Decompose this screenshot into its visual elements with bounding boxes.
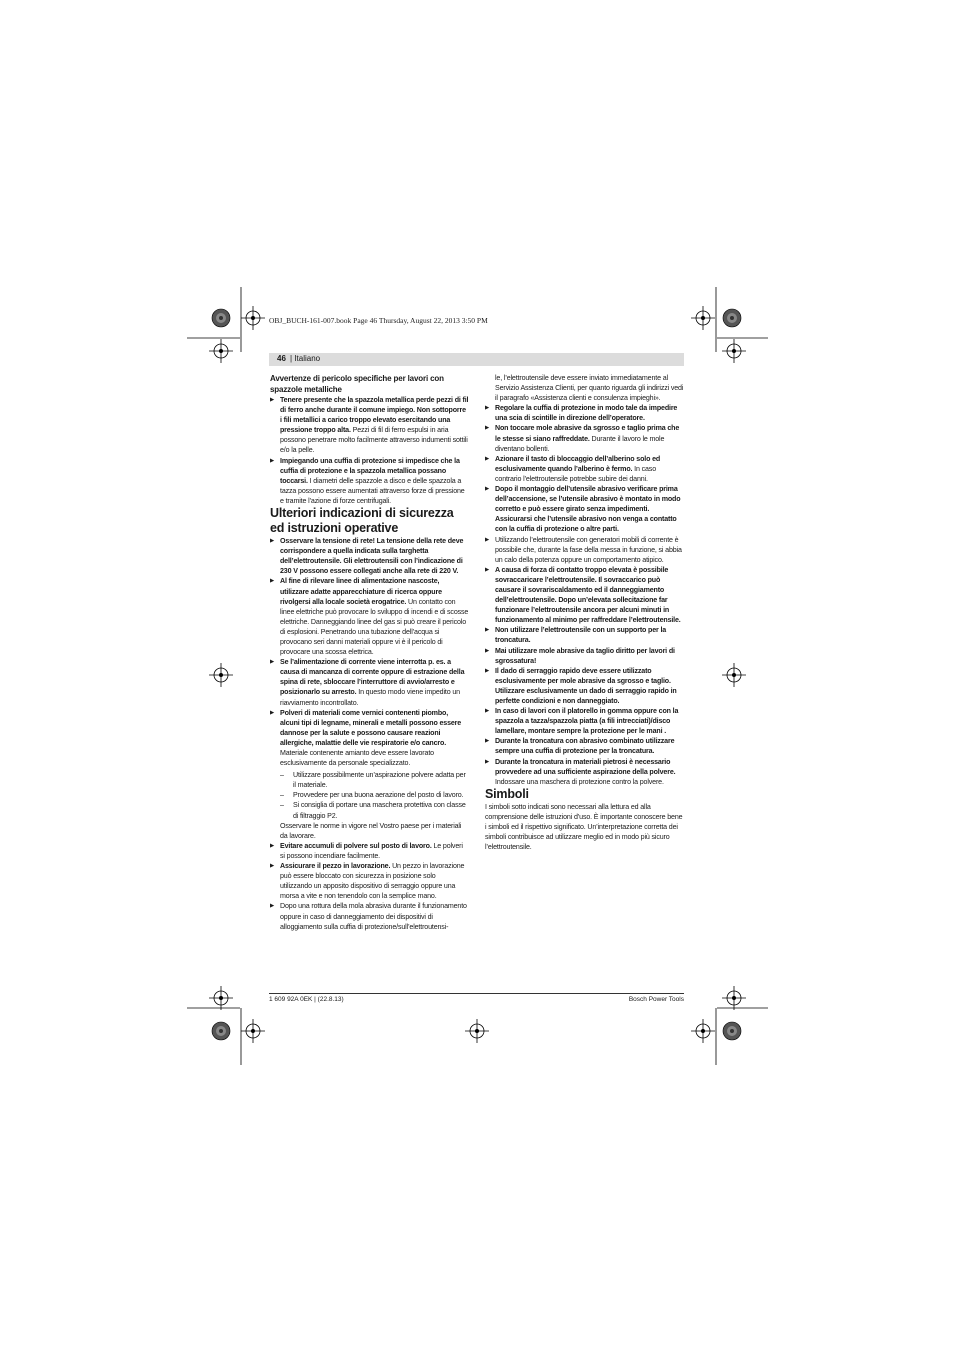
- heading-wire-brush: Avvertenze di pericolo specifiche per lavori con spazzole metalliche: [270, 374, 444, 394]
- list-item: ▶ Al fine di rilevare linee di alimentazione nascoste, utilizzare adatte apparecchiature di ricerca oppure rivolgersi alla locale società erogatrice. Un contatto con linee elettriche può provocare lo sviluppo di incendi e di scosse elettriche. Danneggiando linee del gas si può creare il pericolo di esplosioni. Penetrando una tubazione dell’acqua si provocano seri danni materiali oppure vi è il pericolo di provocare una scossa elettrica.: [270, 576, 469, 657]
- list-item: ▶ Dopo una rottura della mola abrasiva durante il funzionamento oppure in caso di danneggiamento dei dispositivi di alloggiamento sulla cuffia di protezione/sull’elettroutensi-: [270, 901, 469, 931]
- list-item: ▶ Utilizzando l’elettroutensile con generatori mobili di corrente è possibile che, durante la fase della messa in funzione, si abbia un calo della potenza oppure un comportamento atipico.: [485, 535, 684, 565]
- list-item: ▶ In caso di lavori con il platorello in gomma oppure con la spazzola a tazza/spazzola piatta (a fili intrecciati)/disco lamellare, montare sempre la protezione per le mani .: [485, 706, 684, 736]
- dash-item: – Utilizzare possibilmente un’aspirazione polvere adatta per il materiale.: [270, 770, 469, 790]
- list-item: ▶ Non toccare mole abrasive da sgrosso e taglio prima che le stesse si siano raffreddate. Durante il lavoro le mole diventano bollenti.: [485, 423, 684, 453]
- list-item: ▶ Osservare la tensione di rete! La tensione della rete deve corrispondere a quella indicata sulla targhetta dell’elettroutensile. Gli elettroutensili con l’indicazione di 230 V possono essere collegati anche alla rete di 220 V.: [270, 536, 469, 576]
- print-slug: OBJ_BUCH-161-007.book Page 46 Thursday, August 22, 2013 3:50 PM: [269, 316, 488, 325]
- list-item: ▶ Polveri di materiali come vernici contenenti piombo, alcuni tipi di legname, minerali e metalli possono essere dannose per la salute e possono causare reazioni allergiche, malattie delle vie respiratorie e/o cancro. Materiale contenente amianto deve essere lavorato esclusivamente da personale specializzato.: [270, 708, 469, 769]
- section-language: | Italiano: [290, 354, 321, 363]
- list-item: ▶ Dopo il montaggio dell’utensile abrasivo verificare prima dell’accensione, se l’utensile abrasivo è montato in modo corretto e può essere girato senza impedimenti. Assicurarsi che l’utensile abrasivo non venga a contatto con la cuffia di protezione o altre parti.: [485, 484, 684, 534]
- column-right: [485, 373, 684, 852]
- footer-brand: Bosch Power Tools: [628, 996, 684, 1003]
- list-item: ▶ Impiegando una cuffia di protezione si impedisce che la cuffia di protezione e la spazzola metallica possano toccarsi. I diametri delle spazzole a disco e delle spazzola a tazza possono essere aumentati attraverso forze di pressione e tramite l’azione di forze centrifugali.: [270, 456, 469, 506]
- continued-text: le, l’elettroutensile deve essere inviato immediatamente al Servizio Assistenza Clienti, per quanto riguarda gli indirizzi vedi il paragrafo «Assistenza clienti e consulenza impieghi».: [495, 374, 684, 403]
- list-item: ▶ Tenere presente che la spazzola metallica perde pezzi di fil di ferro anche durante il comune impiego. Non sottoporre i fili metallici a carico troppo elevato esercitando una pressione troppo alta. Pezzi di fil di ferro espulsi in aria possono penetrare molto facilmente attraverso indumenti sottili e/o la pelle.: [270, 395, 469, 456]
- list-item: ▶ Se l’alimentazione di corrente viene interrotta p. es. a causa di mancanza di corrente oppure di estrazione della spina di rete, sbloccare l’interruttore di avvio/arresto e posizionarlo su arresto. In questo modo viene impedito un riavviamento incontrollato.: [270, 657, 469, 707]
- list-item: ▶ Assicurare il pezzo in lavorazione. Un pezzo in lavorazione può essere bloccato con sicurezza in posizione solo utilizzando un apposito dispositivo di serraggio oppure una morsa a vite e non tenendolo con la semplice mano.: [270, 861, 469, 901]
- footer-code: 1 609 92A 0EK | (22.8.13): [269, 996, 344, 1003]
- page-header: [269, 353, 684, 366]
- list-item: ▶ A causa di forza di contatto troppo elevata è possibile sovraccaricare l’elettroutensile. Il sovraccarico può causare il sovrariscaldamento ed il danneggiamento dell’elettroutensile. Dopo un’elevata sollecitazione far funzionare l’elettroutensile ancora per alcuni minuti in funzionamento al minimo per raffreddare l’elettroutensile.: [485, 565, 684, 626]
- simboli-text: I simboli sotto indicati sono necessari alla lettura ed alla comprensione delle istruzioni d’uso. È importante conoscere bene i simboli ed il rispettivo significato. Un’interpretazione corretta dei simboli contribuisce ad utilizzare meglio ed in modo più sicuro l’elettroutensile.: [485, 802, 683, 852]
- list-item: ▶ Azionare il tasto di bloccaggio dell’alberino solo ed esclusivamente quando l’alberino è fermo. In caso contrario l’elettroutensile potrebbe subire dei danni.: [485, 454, 684, 484]
- list-item: ▶ Durante la troncatura con abrasivo combinato utilizzare sempre una cuffia di protezione per la troncatura.: [485, 736, 684, 756]
- list-item: ▶ Evitare accumuli di polvere sul posto di lavoro. Le polveri si possono incendiare facilmente.: [270, 841, 469, 861]
- page-number: 46: [277, 354, 286, 363]
- page-footer: [269, 993, 684, 1003]
- list-item: ▶ Regolare la cuffia di protezione in modo tale da impedire una scia di scintille in direzione dell’operatore.: [485, 403, 684, 423]
- column-left: [270, 373, 469, 932]
- list-item: ▶ Durante la troncatura in materiali pietrosi è necessario provvedere ad una sufficiente aspirazione della polvere. Indossare una maschera di protezione contro la polvere.: [485, 757, 684, 787]
- list-item: ▶ Il dado di serraggio rapido deve essere utilizzato esclusivamente per mole abrasive da sgrosso e taglio. Utilizzare esclusivamente un dado di serraggio rapido in perfette condizioni e non danneggiato.: [485, 666, 684, 706]
- note-text: Osservare le norme in vigore nel Vostro paese per i materiali da lavorare.: [280, 821, 462, 840]
- dash-item: – Provvedere per una buona aerazione del posto di lavoro.: [270, 790, 469, 800]
- list-item: ▶ Mai utilizzare mole abrasive da taglio diritto per lavori di sgrossatura!: [485, 646, 684, 666]
- heading-safety: Ulteriori indicazioni di sicurezza ed istruzioni operative: [270, 506, 454, 536]
- list-item: ▶ Non utilizzare l’elettroutensile con un supporto per la troncatura.: [485, 625, 684, 645]
- heading-simboli: Simboli: [485, 786, 529, 801]
- dash-item: – Si consiglia di portare una maschera protettiva con classe di filtraggio P2.: [270, 800, 469, 820]
